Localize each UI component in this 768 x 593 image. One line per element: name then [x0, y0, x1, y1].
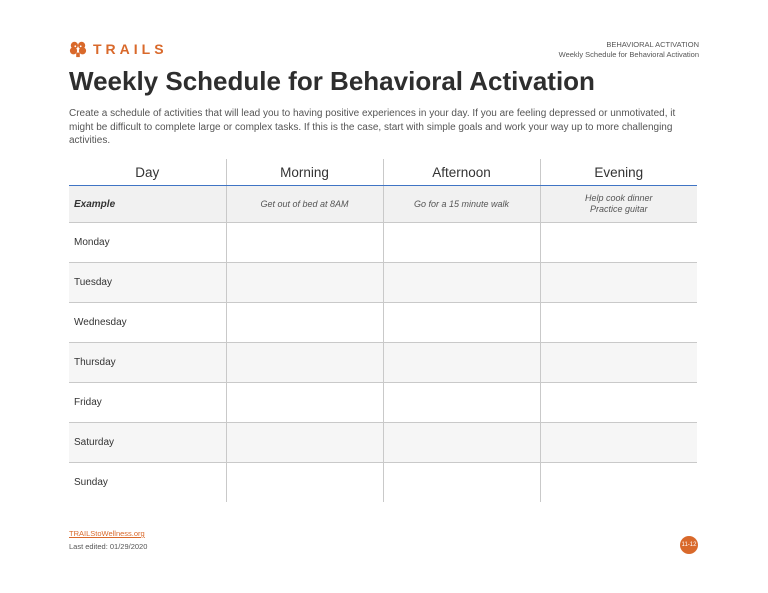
example-row — [69, 186, 697, 223]
thursday-morning-cell[interactable] — [226, 343, 383, 383]
header-subtitle: Weekly Schedule for Behavioral Activation — [558, 50, 699, 59]
friday-afternoon-cell[interactable] — [383, 383, 540, 423]
day-label-saturday: Saturday — [69, 423, 226, 463]
example-label: Example — [69, 186, 226, 223]
monday-afternoon-cell[interactable] — [383, 223, 540, 263]
day-label-monday: Monday — [69, 223, 226, 263]
last-edited-text: Last edited: 01/29/2020 — [69, 542, 148, 551]
sunday-evening-cell[interactable] — [540, 463, 697, 503]
example-evening — [540, 186, 697, 223]
thursday-evening-cell[interactable] — [540, 343, 697, 383]
day-label-wednesday: Wednesday — [69, 303, 226, 343]
day-label-friday: Friday — [69, 383, 226, 423]
page-number-badge: 11-12 — [680, 536, 698, 554]
column-header-morning: Morning — [226, 159, 383, 186]
tuesday-evening-cell[interactable] — [540, 263, 697, 303]
table-row — [69, 463, 697, 503]
page-title: Weekly Schedule for Behavioral Activation — [69, 66, 595, 96]
wednesday-evening-cell[interactable] — [540, 303, 697, 343]
trails-website-link[interactable]: TRAILStoWellness.org — [69, 529, 145, 538]
table-header-row — [69, 159, 697, 186]
trails-logo — [69, 40, 168, 58]
sunday-morning-cell[interactable] — [226, 463, 383, 503]
tuesday-afternoon-cell[interactable] — [383, 263, 540, 303]
table-row — [69, 343, 697, 383]
table-row — [69, 263, 697, 303]
monday-evening-cell[interactable] — [540, 223, 697, 263]
table-row — [69, 383, 697, 423]
day-label-thursday: Thursday — [69, 343, 226, 383]
example-evening-line2: Practice guitar — [589, 204, 648, 214]
intro-text: Create a schedule of activities that will lead you to having positive experiences in your day. If you are feeling depressed or unmotivated, it might be difficult to complete large or complex tasks. If this is the case, start with simple goals and work your way up to more challenging activities. — [69, 108, 676, 146]
friday-morning-cell[interactable] — [226, 383, 383, 423]
saturday-morning-cell[interactable] — [226, 423, 383, 463]
brain-icon — [69, 40, 87, 58]
column-header-evening: Evening — [540, 159, 697, 186]
sunday-afternoon-cell[interactable] — [383, 463, 540, 503]
column-header-day: Day — [69, 159, 226, 186]
header-section: BEHAVIORAL ACTIVATION — [606, 40, 699, 49]
brand-name: TRAILS — [93, 41, 168, 57]
wednesday-morning-cell[interactable] — [226, 303, 383, 343]
day-label-tuesday: Tuesday — [69, 263, 226, 303]
header-meta — [559, 40, 699, 60]
tuesday-morning-cell[interactable] — [226, 263, 383, 303]
table-row — [69, 423, 697, 463]
monday-morning-cell[interactable] — [226, 223, 383, 263]
friday-evening-cell[interactable] — [540, 383, 697, 423]
example-afternoon: Go for a 15 minute walk — [383, 186, 540, 223]
thursday-afternoon-cell[interactable] — [383, 343, 540, 383]
wednesday-afternoon-cell[interactable] — [383, 303, 540, 343]
example-evening-line1: Help cook dinner — [584, 193, 653, 203]
saturday-afternoon-cell[interactable] — [383, 423, 540, 463]
weekly-schedule-table — [69, 159, 697, 502]
day-label-sunday: Sunday — [69, 463, 226, 503]
table-row — [69, 303, 697, 343]
column-header-afternoon: Afternoon — [383, 159, 540, 186]
table-row — [69, 223, 697, 263]
saturday-evening-cell[interactable] — [540, 423, 697, 463]
example-morning: Get out of bed at 8AM — [226, 186, 383, 223]
